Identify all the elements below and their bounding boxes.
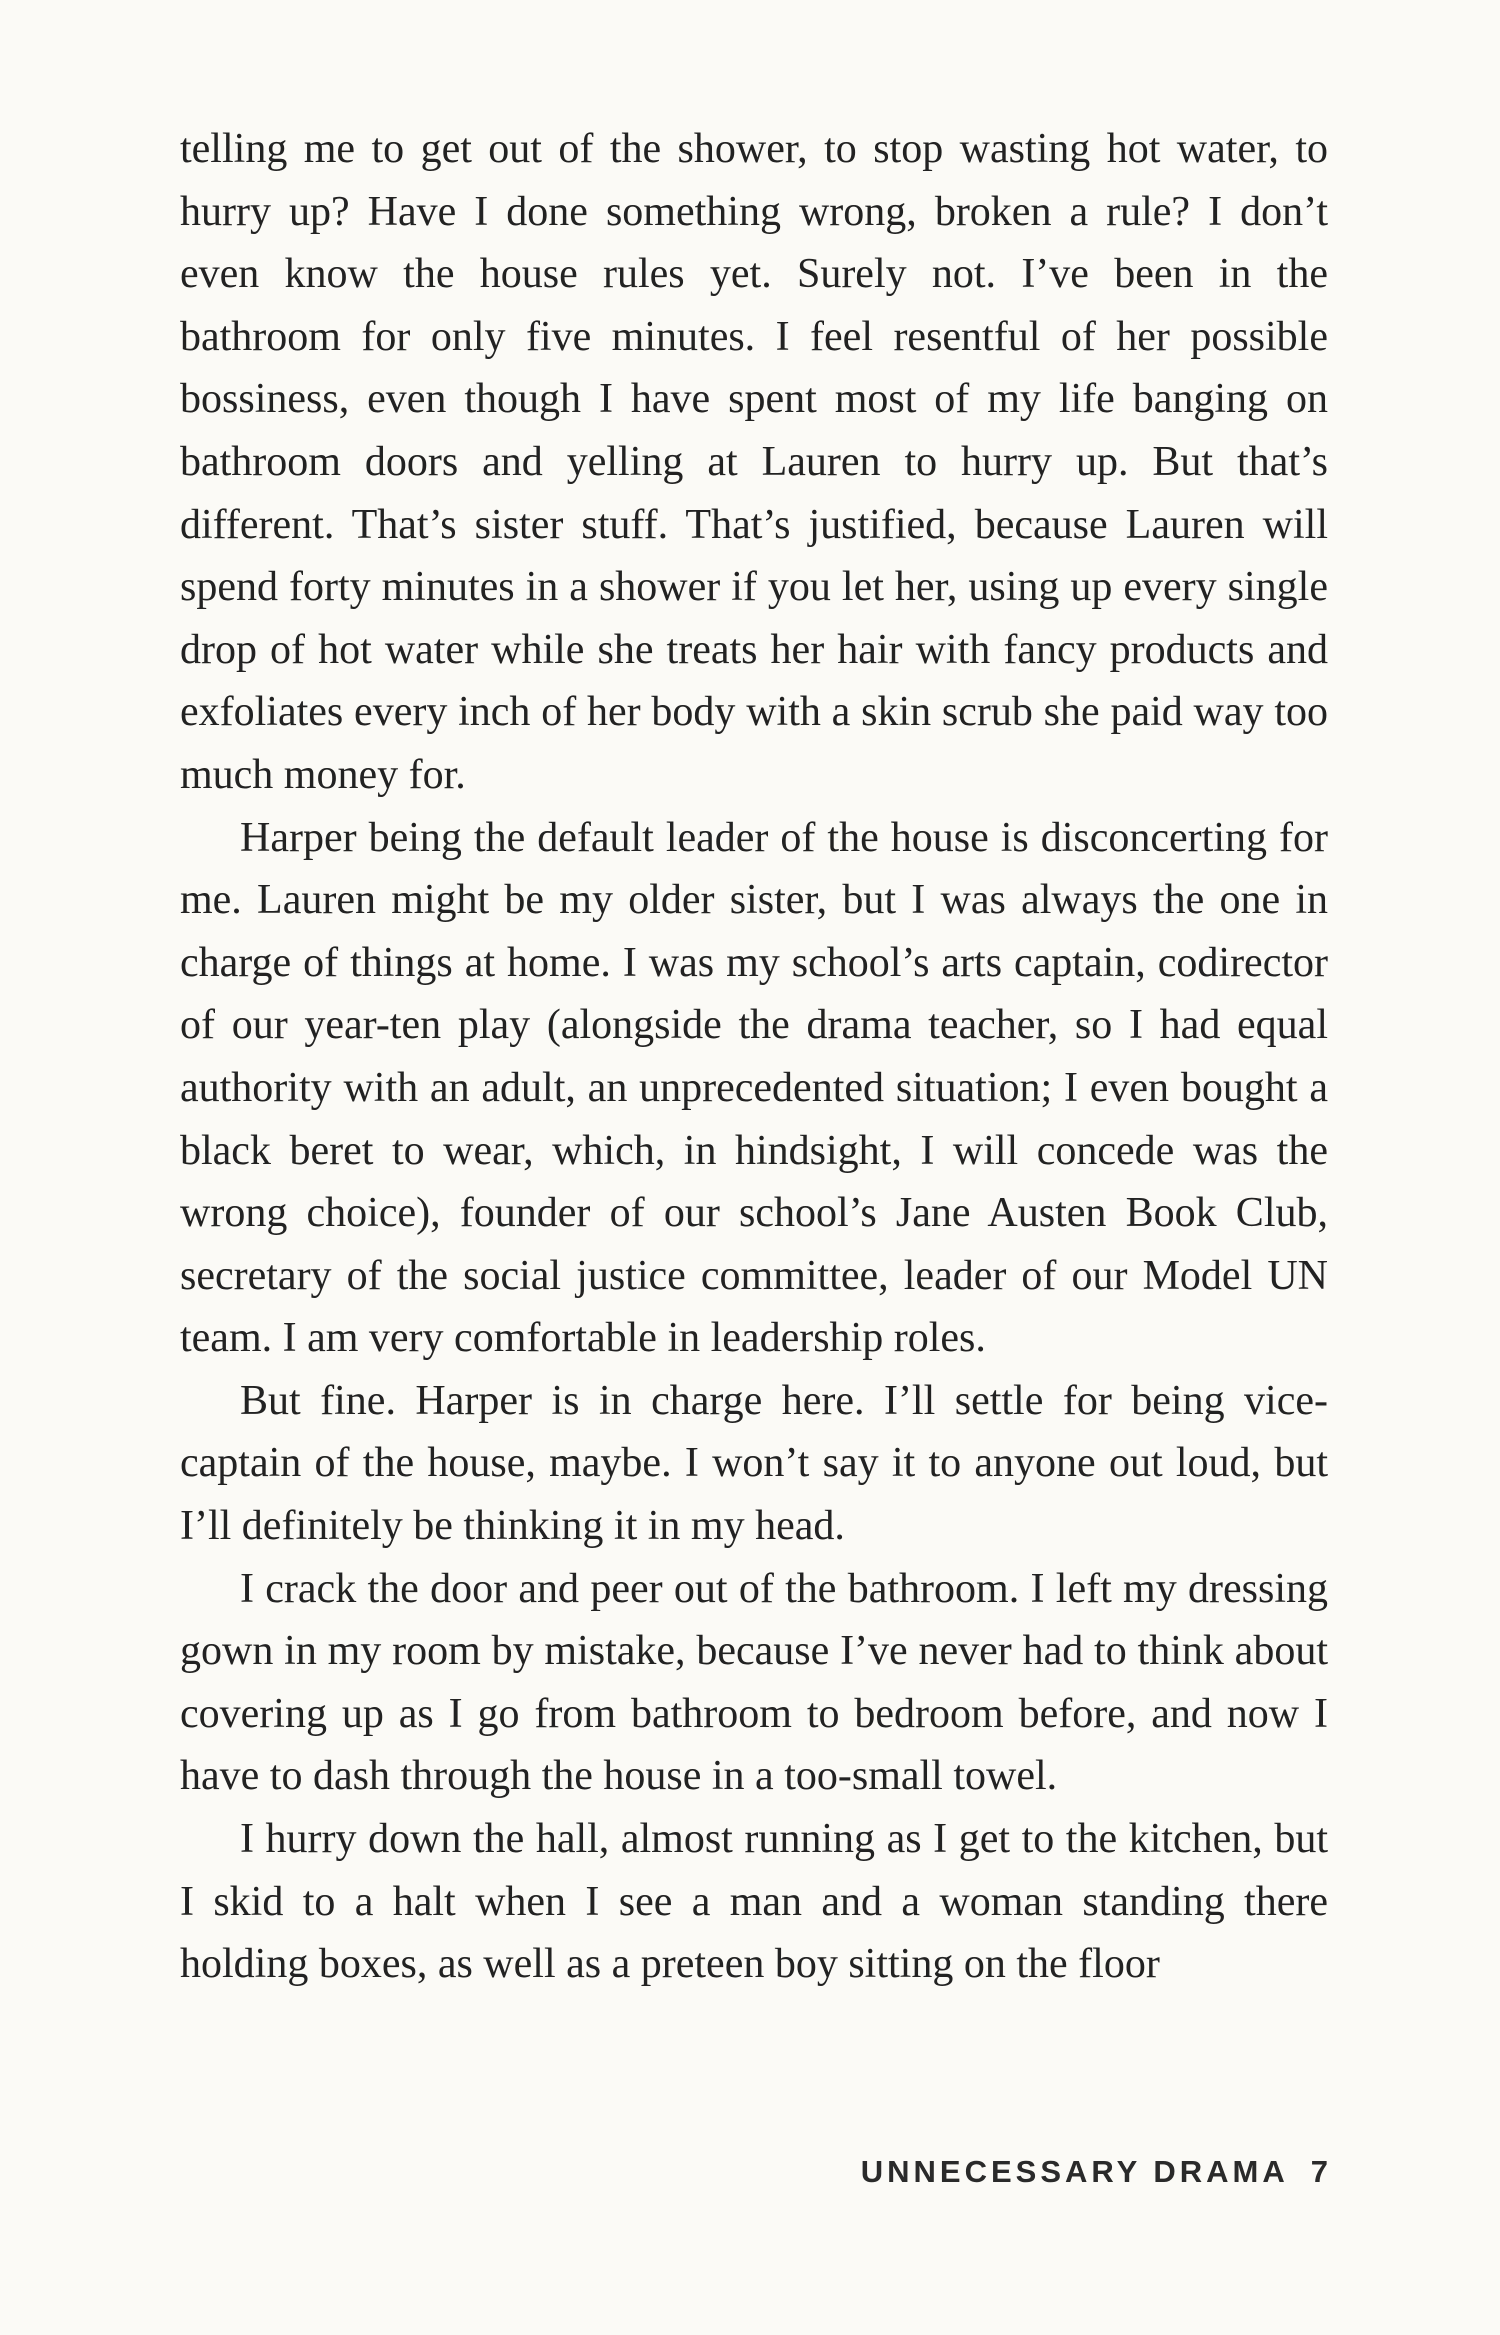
paragraph-harper-leader: Harper being the default leader of the house is disconcerting for me. Lauren might be my older sister, but I was always the one in charge of things at home. I was my school’s arts captain, codirector of our year-ten play (alongside the drama teacher, so I had equal authority with an adult, an unprecedented situation; I even bought a black beret to wear, which, in hindsight, I will concede was the wrong choice), founder of our school’s Jane Austen Book Club, secretary of the social justice committee, leader of our Model UN team. I am very comfortable in leadership roles.	[180, 814, 1328, 1362]
page-number: 7	[1310, 2154, 1328, 2189]
paragraph-hurry-hall: I hurry down the hall, almost running as I get to the kitchen, but I skid to a halt when I see a man and a woman standing there holding boxes, as well as a preteen boy sitting on the floor	[180, 1816, 1328, 1988]
page-footer	[861, 2154, 1328, 2190]
paragraph-continued: telling me to get out of the shower, to stop wasting hot water, to hurry up? Have I done something wrong, broken a rule? I don’t even know the house rules yet. Surely not. I’ve been in the bathroom for only five minutes. I feel resentful of her possible bossiness, even though I have spent most of my life banging on bathroom doors and yelling at Lauren to hurry up. But that’s different. That’s sister stuff. That’s justified, because Lauren will spend forty minutes in a shower if you let her, using up every single drop of hot water while she treats her hair with fancy products and exfoliates every inch of her body with a skin scrub she paid way too much money for.	[180, 126, 1328, 798]
running-head: UNNECESSARY DRAMA	[860, 2154, 1289, 2189]
body-text	[180, 118, 1328, 1996]
paragraph-bathroom-door: I crack the door and peer out of the bathroom. I left my dressing gown in my room by mistake, because I’ve never had to think about covering up as I go from bathroom to bedroom before, and now I have to dash through the house in a too-small towel.	[180, 1565, 1328, 1800]
paragraph-vice-captain: But fine. Harper is in charge here. I’ll settle for being vice-captain of the house, maybe. I won’t say it to anyone out loud, but I’ll definitely be thinking it in my head.	[180, 1377, 1328, 1550]
